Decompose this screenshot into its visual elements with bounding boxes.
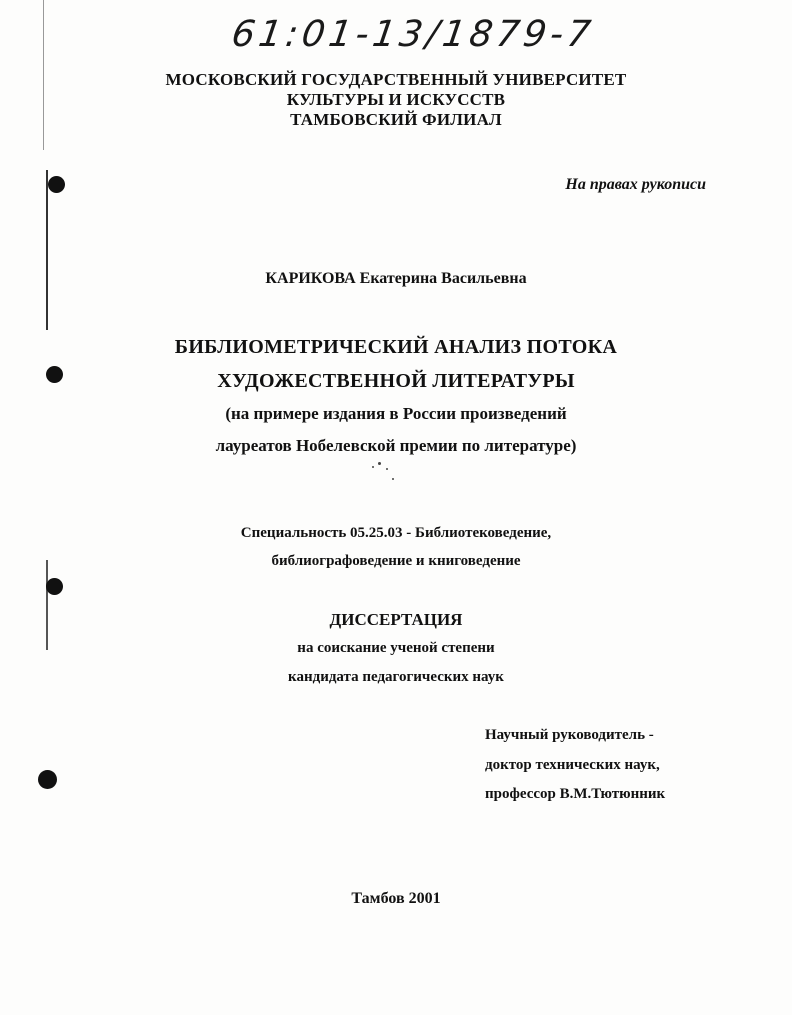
specialty-line-1: Специальность 05.25.03 - Библиотековедение, — [240, 525, 552, 541]
title-line-1: БИБЛИОМЕТРИЧЕСКИЙ АНАЛИЗ ПОТОКА — [174, 336, 618, 358]
dissertation-heading: ДИССЕРТАЦИЯ — [329, 610, 463, 629]
punch-hole-icon — [38, 770, 57, 789]
degree-line-2: кандидата педагогических наук — [288, 669, 504, 685]
specialty-line-2: библиографоведение и книговедение — [271, 553, 521, 569]
manuscript-note: На правах рукописи — [565, 176, 706, 193]
author-name: КАРИКОВА Екатерина Васильевна — [265, 270, 527, 287]
archive-number: 61:01-13/1879-7 — [229, 14, 598, 55]
scan-speck — [378, 462, 381, 465]
archive-number-handwritten — [228, 14, 628, 72]
advisor-line-1: Научный руководитель - — [485, 727, 654, 743]
scan-edge-line — [46, 170, 48, 330]
city-year: Тамбов 2001 — [351, 890, 441, 907]
institution-line-1: МОСКОВСКИЙ ГОСУДАРСТВЕННЫЙ УНИВЕРСИТЕТ — [165, 70, 627, 89]
subtitle-line-1: (на примере издания в России произведений — [225, 404, 567, 423]
scan-speck — [372, 466, 374, 468]
punch-hole-icon — [46, 578, 63, 595]
advisor-line-2: доктор технических наук, — [485, 757, 660, 773]
degree-line-1: на соискание ученой степени — [297, 640, 495, 656]
advisor-line-3: профессор В.М.Тютюнник — [485, 786, 666, 802]
punch-hole-icon — [48, 176, 65, 193]
scan-speck — [386, 468, 388, 470]
title-line-2: ХУДОЖЕСТВЕННОЙ ЛИТЕРАТУРЫ — [217, 370, 575, 392]
subtitle-line-2: лауреатов Нобелевской премии по литературе) — [215, 436, 577, 455]
scan-edge-line — [46, 560, 48, 650]
institution-line-2: КУЛЬТУРЫ И ИСКУССТВ — [286, 90, 506, 109]
institution-line-3: ТАМБОВСКИЙ ФИЛИАЛ — [290, 110, 502, 129]
scan-speck — [392, 478, 394, 480]
